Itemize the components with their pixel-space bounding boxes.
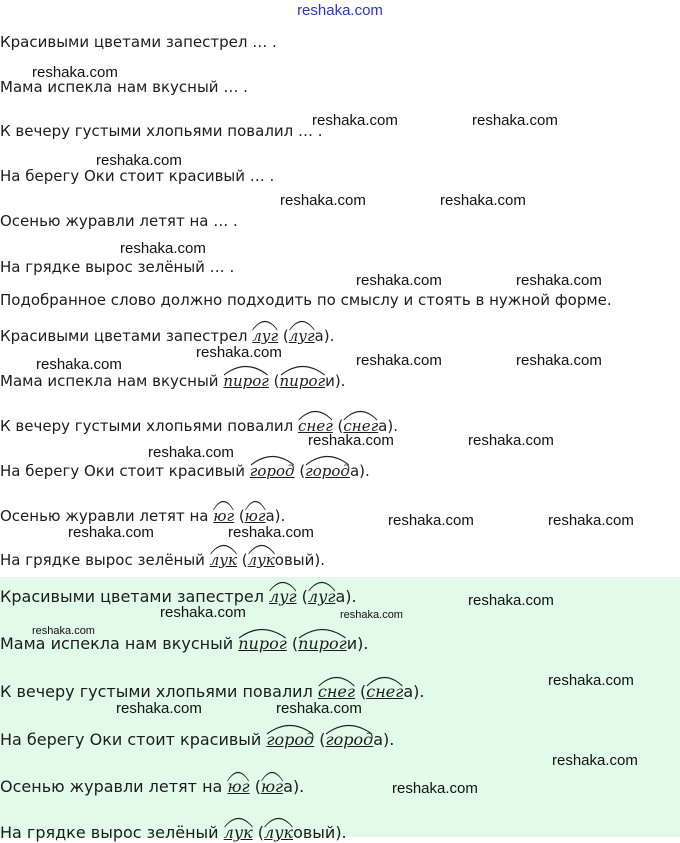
root-word: лук <box>224 823 253 843</box>
root-arc-icon <box>308 580 336 592</box>
root-word: город <box>250 461 295 481</box>
answer-prefix: Осенью журавли летят на <box>0 777 223 796</box>
answer-line-1-copy: Красивыми цветами запестрел луг ( луга). <box>0 587 357 607</box>
answer-line-4: На берегу Оки стоит красивый город ( города). <box>0 461 370 481</box>
answer-prefix: К вечеру густыми хлопьями повалил <box>0 682 313 701</box>
answer-line-2-copy: Мама испекла нам вкусный пирог ( пироги). <box>0 634 368 654</box>
answer-prefix: На берегу Оки стоит красивый <box>0 462 245 480</box>
watermark: reshaka.com <box>552 752 638 769</box>
root-arc-icon <box>366 675 403 687</box>
exercise-line-5: Осенью журавли летят на … . <box>0 212 238 230</box>
root-arc-icon <box>213 499 234 511</box>
root-word: юг <box>213 506 234 526</box>
root-arc-icon <box>325 723 373 735</box>
watermark: reshaka.com <box>472 112 558 129</box>
closing-punct: ). <box>359 462 370 480</box>
root-arc-icon <box>298 627 347 639</box>
answer-prefix: К вечеру густыми хлопьями повалил <box>0 417 294 435</box>
root-arc-icon <box>343 409 378 421</box>
watermark: reshaka.com <box>468 592 554 609</box>
watermark: reshaka.com <box>96 152 182 169</box>
watermark: reshaka.com <box>388 512 474 529</box>
closing-punct: ). <box>323 327 335 345</box>
root-word-form: город <box>325 730 373 750</box>
watermark: reshaka.com <box>516 352 602 369</box>
answer-prefix: Мама испекла нам вкусный <box>0 634 234 653</box>
root-word-form: город <box>305 461 350 481</box>
watermark: reshaka.com <box>160 604 246 621</box>
root-arc-icon <box>280 364 326 376</box>
answer-line-3: К вечеру густыми хлопьями повалил снег ( снега). <box>0 416 398 436</box>
root-arc-icon <box>210 543 237 555</box>
closing-punct: ). <box>413 682 425 701</box>
answer-line-5: Осенью журавли летят на юг ( юга). <box>0 506 285 526</box>
closing-punct: ). <box>334 372 346 390</box>
root-arc-icon <box>318 675 355 687</box>
closing-punct: ). <box>383 730 395 749</box>
root-word: пирог <box>238 634 287 654</box>
watermark: reshaka.com <box>312 112 398 129</box>
watermark: reshaka.com <box>196 344 282 361</box>
watermark: reshaka.com <box>120 240 206 257</box>
root-arc-icon <box>261 770 283 782</box>
watermark: reshaka.com <box>392 780 478 797</box>
root-word-form: лук <box>264 823 293 843</box>
answer-prefix: На грядке вырос зелёный <box>0 551 205 569</box>
closing-punct: ). <box>274 507 286 525</box>
root-arc-icon <box>227 770 249 782</box>
closing-punct: ). <box>357 634 369 653</box>
root-word: луг <box>252 326 278 346</box>
answer-prefix: Мама испекла нам вкусный <box>0 372 219 390</box>
ending: а <box>314 327 324 345</box>
exercise-line-1: Красивыми цветами запестрел … . <box>0 33 277 51</box>
answer-line-5-copy: Осенью журавли летят на юг ( юга). <box>0 777 304 797</box>
watermark: reshaka.com <box>308 432 394 449</box>
root-arc-icon <box>264 816 293 828</box>
ending: а <box>265 507 275 525</box>
answer-line-4-copy: На берегу Оки стоит красивый город ( города). <box>0 730 394 750</box>
root-word-form: луг <box>289 326 315 346</box>
closing-punct: ). <box>345 587 357 606</box>
watermark: reshaka.com <box>440 192 526 209</box>
watermark: reshaka.com <box>548 672 634 689</box>
ending: а <box>283 777 293 796</box>
root-arc-icon <box>250 454 295 466</box>
ending: а <box>335 587 346 606</box>
ending: овый <box>293 823 336 842</box>
answer-prefix: Красивыми цветами запестрел <box>0 587 264 606</box>
root-arc-icon <box>269 580 297 592</box>
root-word-form: снег <box>366 682 403 702</box>
rule-text: Подобранное слово должно подходить по смыслу и стоять в нужной форме. <box>0 291 612 309</box>
root-word-form: луг <box>308 587 336 607</box>
watermark: reshaka.com <box>276 700 362 717</box>
root-word: снег <box>298 416 333 436</box>
root-arc-icon <box>252 319 278 331</box>
root-arc-icon <box>224 816 253 828</box>
root-arc-icon <box>248 543 275 555</box>
root-word: город <box>266 730 314 750</box>
answer-prefix: На берегу Оки стоит красивый <box>0 730 262 749</box>
root-word: луг <box>269 587 297 607</box>
closing-punct: ). <box>335 823 347 842</box>
answer-line-3-copy: К вечеру густыми хлопьями повалил снег ( снега). <box>0 682 424 702</box>
root-word-form: юг <box>245 506 266 526</box>
watermark: reshaka.com <box>468 432 554 449</box>
watermark: reshaka.com <box>148 444 234 461</box>
ending: и <box>325 372 335 390</box>
root-arc-icon <box>298 409 333 421</box>
answer-prefix: На грядке вырос зелёный <box>0 823 219 842</box>
root-word-form: пирог <box>298 634 347 654</box>
watermark: reshaka.com <box>548 512 634 529</box>
answer-prefix: Осенью журавли летят на <box>0 507 209 525</box>
watermark: reshaka.com <box>516 272 602 289</box>
answer-line-6: На грядке вырос зелёный лук ( луковый). <box>0 550 325 570</box>
root-word: лук <box>210 550 237 570</box>
answer-prefix: Красивыми цветами запестрел <box>0 327 248 345</box>
root-word: юг <box>227 777 249 797</box>
closing-punct: ). <box>387 417 398 435</box>
ending: а <box>378 417 388 435</box>
closing-punct: ). <box>314 551 325 569</box>
root-arc-icon <box>245 499 266 511</box>
watermark: reshaka.com <box>340 609 403 621</box>
root-arc-icon <box>266 723 314 735</box>
root-arc-icon <box>305 454 350 466</box>
exercise-line-3: К вечеру густыми хлопьями повалил … . <box>0 122 323 140</box>
root-word-form: юг <box>261 777 283 797</box>
exercise-line-2: Мама испекла нам вкусный … . <box>0 78 248 96</box>
watermark: reshaka.com <box>68 524 154 541</box>
exercise-line-4: На берегу Оки стоит красивый … . <box>0 167 275 185</box>
watermark: reshaka.com <box>32 625 95 637</box>
root-arc-icon <box>289 319 315 331</box>
answer-line-1: Красивыми цветами запестрел луг ( луга). <box>0 326 334 346</box>
ending: и <box>346 634 358 653</box>
root-arc-icon <box>238 627 287 639</box>
watermark: reshaka.com <box>356 352 442 369</box>
watermark: reshaka.com <box>280 192 366 209</box>
exercise-line-6: На грядке вырос зелёный … . <box>0 258 235 276</box>
watermark: reshaka.com <box>32 64 118 81</box>
closing-punct: ). <box>292 777 305 796</box>
root-word-form: лук <box>248 550 275 570</box>
ending: а <box>373 730 384 749</box>
site-header-link[interactable]: reshaka.com <box>297 2 383 19</box>
root-word: пирог <box>223 371 269 391</box>
root-word: снег <box>318 682 355 702</box>
ending: а <box>403 682 414 701</box>
ending: овый <box>274 551 315 569</box>
root-arc-icon <box>223 364 269 376</box>
root-word-form: снег <box>343 416 378 436</box>
watermark: reshaka.com <box>116 700 202 717</box>
answer-line-2: Мама испекла нам вкусный пирог ( пироги). <box>0 371 345 391</box>
watermark: reshaka.com <box>356 272 442 289</box>
watermark: reshaka.com <box>36 356 122 373</box>
answer-line-6-copy: На грядке вырос зелёный лук ( луковый). <box>0 823 347 843</box>
ending: а <box>349 462 360 480</box>
watermark: reshaka.com <box>228 524 314 541</box>
root-word-form: пирог <box>280 371 326 391</box>
